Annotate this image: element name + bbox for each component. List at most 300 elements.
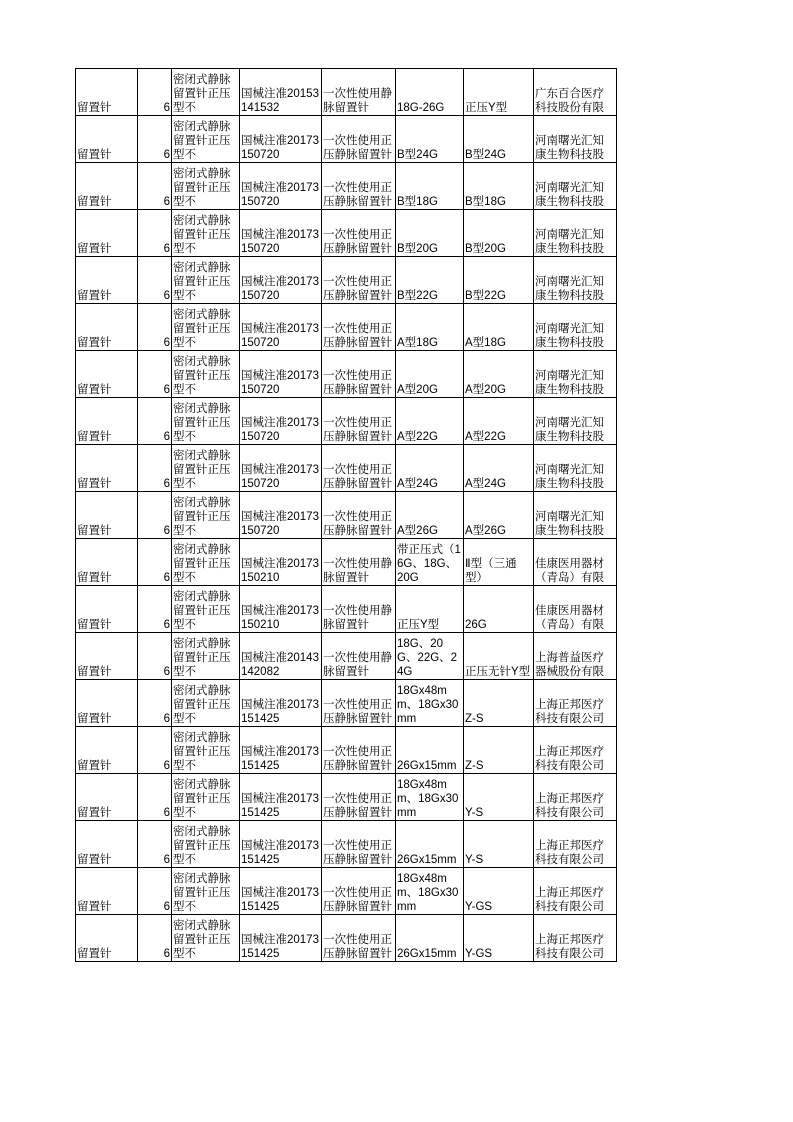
- cell-product-title-text: 一次性使用正压静脉留置针: [323, 793, 392, 819]
- cell-quantity: [138, 586, 172, 633]
- cell-type: [464, 821, 534, 868]
- cell-type-text: 26G: [465, 619, 487, 631]
- cell-product-title: [322, 351, 396, 398]
- cell-quantity: [138, 69, 172, 116]
- cell-quantity-text: 6: [163, 666, 170, 678]
- cell-type: [464, 69, 534, 116]
- cell-product-title-text: 一次性使用静脉留置针: [323, 88, 392, 114]
- cell-product-name: [76, 633, 138, 680]
- cell-type: [464, 539, 534, 586]
- cell-registration-number-text: 国械注准20173151425: [241, 793, 319, 819]
- cell-product-title: [322, 163, 396, 210]
- cell-specification-text: 密闭式静脉留置针正压型不: [173, 826, 231, 866]
- cell-product-title-text: 一次性使用正压静脉留置针: [323, 276, 392, 302]
- cell-type-text: Y-GS: [465, 948, 493, 960]
- cell-specification-text: 密闭式静脉留置针正压型不: [173, 309, 231, 349]
- cell-quantity: [138, 680, 172, 727]
- table-row: [76, 586, 617, 633]
- cell-registration-number-text: 国械注准20173151425: [241, 699, 319, 725]
- cell-type: [464, 915, 534, 962]
- cell-product-title-text: 一次性使用正压静脉留置针: [323, 417, 392, 443]
- cell-quantity-text: 6: [163, 619, 170, 631]
- cell-manufacturer-text: 河南曙光汇知康生物科技股: [535, 182, 604, 208]
- cell-manufacturer-text: 河南曙光汇知康生物科技股: [535, 370, 604, 396]
- cell-specification: [172, 492, 240, 539]
- cell-model-text: B型24G: [397, 149, 438, 161]
- cell-manufacturer: [534, 821, 617, 868]
- cell-quantity: [138, 304, 172, 351]
- cell-model-text: 18G-26G: [397, 102, 445, 114]
- product-table: [75, 68, 617, 962]
- cell-registration-number-text: 国械注准20173150720: [241, 135, 319, 161]
- cell-type: [464, 774, 534, 821]
- table-row: [76, 445, 617, 492]
- cell-type-text: B型20G: [465, 243, 506, 255]
- cell-registration-number-text: 国械注准20173150210: [241, 558, 319, 584]
- cell-registration-number-text: 国械注准20173150720: [241, 417, 319, 443]
- cell-product-name-text: 留置针: [77, 619, 112, 631]
- cell-registration-number: [240, 915, 322, 962]
- cell-specification-text: 密闭式静脉留置针正压型不: [173, 638, 231, 678]
- cell-quantity: [138, 868, 172, 915]
- cell-registration-number: [240, 257, 322, 304]
- cell-product-name-text: 留置针: [77, 431, 112, 443]
- cell-manufacturer-text: 上海普益医疗器械股份有限: [535, 652, 604, 678]
- cell-specification: [172, 774, 240, 821]
- cell-quantity: [138, 445, 172, 492]
- cell-registration-number-text: 国械注准20173150720: [241, 229, 319, 255]
- cell-manufacturer-text: 广东百合医疗科技股份有限: [535, 88, 604, 114]
- cell-specification: [172, 351, 240, 398]
- cell-specification: [172, 680, 240, 727]
- cell-model-text: 26Gx15mm: [397, 948, 457, 960]
- cell-specification: [172, 69, 240, 116]
- cell-model-text: B型20G: [397, 243, 438, 255]
- cell-registration-number: [240, 116, 322, 163]
- cell-product-name: [76, 821, 138, 868]
- cell-quantity: [138, 116, 172, 163]
- cell-specification-text: 密闭式静脉留置针正压型不: [173, 591, 231, 631]
- cell-registration-number: [240, 69, 322, 116]
- cell-model: [396, 398, 464, 445]
- cell-product-name-text: 留置针: [77, 713, 112, 725]
- cell-manufacturer: [534, 774, 617, 821]
- cell-quantity: [138, 774, 172, 821]
- cell-registration-number-text: 国械注准20153141532: [241, 88, 319, 114]
- cell-type: [464, 633, 534, 680]
- cell-specification: [172, 633, 240, 680]
- cell-registration-number: [240, 868, 322, 915]
- cell-type-text: A型20G: [465, 384, 506, 396]
- table-row: [76, 398, 617, 445]
- cell-model: [396, 774, 464, 821]
- cell-registration-number-text: 国械注准20173150210: [241, 605, 319, 631]
- cell-product-name-text: 留置针: [77, 196, 112, 208]
- cell-manufacturer: [534, 257, 617, 304]
- cell-quantity-text: 6: [163, 431, 170, 443]
- cell-manufacturer-text: 河南曙光汇知康生物科技股: [535, 229, 604, 255]
- cell-model: [396, 680, 464, 727]
- cell-manufacturer: [534, 351, 617, 398]
- cell-model-text: A型26G: [397, 525, 438, 537]
- cell-product-title: [322, 445, 396, 492]
- cell-specification: [172, 398, 240, 445]
- cell-specification: [172, 868, 240, 915]
- cell-registration-number-text: 国械注准20173151425: [241, 934, 319, 960]
- cell-quantity: [138, 492, 172, 539]
- cell-product-name-text: 留置针: [77, 572, 112, 584]
- cell-product-name: [76, 539, 138, 586]
- cell-model: [396, 915, 464, 962]
- cell-specification: [172, 586, 240, 633]
- cell-product-title-text: 一次性使用静脉留置针: [323, 558, 392, 584]
- cell-model-text: 18G、20G、22G、24G: [397, 638, 458, 678]
- cell-product-title: [322, 680, 396, 727]
- cell-registration-number-text: 国械注准20143142082: [241, 652, 319, 678]
- cell-product-name: [76, 586, 138, 633]
- cell-manufacturer: [534, 116, 617, 163]
- cell-product-title-text: 一次性使用正压静脉留置针: [323, 746, 392, 772]
- cell-product-title-text: 一次性使用正压静脉留置针: [323, 887, 392, 913]
- cell-product-title-text: 一次性使用静脉留置针: [323, 652, 392, 678]
- cell-specification-text: 密闭式静脉留置针正压型不: [173, 779, 231, 819]
- table-row: [76, 210, 617, 257]
- cell-manufacturer-text: 佳康医用器材（青岛）有限: [535, 605, 604, 631]
- cell-type-text: Y-GS: [465, 901, 493, 913]
- cell-product-name: [76, 351, 138, 398]
- cell-type: [464, 210, 534, 257]
- cell-quantity-text: 6: [163, 102, 170, 114]
- cell-manufacturer-text: 上海正邦医疗科技有限公司: [535, 887, 604, 913]
- cell-product-name: [76, 774, 138, 821]
- cell-product-name: [76, 492, 138, 539]
- cell-type-text: 正压Y型: [465, 102, 508, 114]
- cell-quantity: [138, 915, 172, 962]
- cell-product-name-text: 留置针: [77, 290, 112, 302]
- cell-product-title: [322, 586, 396, 633]
- cell-manufacturer: [534, 727, 617, 774]
- cell-specification-text: 密闭式静脉留置针正压型不: [173, 450, 231, 490]
- cell-product-title-text: 一次性使用正压静脉留置针: [323, 840, 392, 866]
- cell-model-text: A型22G: [397, 431, 438, 443]
- cell-model-text: 26Gx15mm: [397, 760, 457, 772]
- cell-type: [464, 257, 534, 304]
- cell-product-title-text: 一次性使用正压静脉留置针: [323, 135, 392, 161]
- cell-quantity: [138, 210, 172, 257]
- cell-manufacturer-text: 河南曙光汇知康生物科技股: [535, 417, 604, 443]
- table-row: [76, 633, 617, 680]
- cell-manufacturer-text: 上海正邦医疗科技有限公司: [535, 934, 604, 960]
- cell-model-text: 26Gx15mm: [397, 854, 457, 866]
- cell-manufacturer-text: 河南曙光汇知康生物科技股: [535, 323, 604, 349]
- cell-quantity: [138, 257, 172, 304]
- cell-type: [464, 116, 534, 163]
- cell-registration-number: [240, 774, 322, 821]
- cell-registration-number: [240, 727, 322, 774]
- cell-product-title-text: 一次性使用正压静脉留置针: [323, 699, 392, 725]
- table-row: [76, 915, 617, 962]
- cell-model: [396, 727, 464, 774]
- cell-registration-number: [240, 398, 322, 445]
- cell-registration-number: [240, 210, 322, 257]
- cell-manufacturer-text: 河南曙光汇知康生物科技股: [535, 135, 604, 161]
- cell-type-text: 正压无针Y型: [465, 666, 531, 678]
- cell-product-name: [76, 163, 138, 210]
- cell-model-text: 18Gx48mm、18Gx30mm: [397, 685, 459, 725]
- cell-model: [396, 633, 464, 680]
- cell-type: [464, 304, 534, 351]
- cell-quantity-text: 6: [163, 196, 170, 208]
- cell-type-text: A型18G: [465, 337, 506, 349]
- cell-product-title: [322, 257, 396, 304]
- cell-manufacturer: [534, 398, 617, 445]
- cell-model-text: 18Gx48mm、18Gx30mm: [397, 779, 459, 819]
- cell-manufacturer: [534, 586, 617, 633]
- cell-specification: [172, 257, 240, 304]
- cell-specification: [172, 163, 240, 210]
- cell-registration-number-text: 国械注准20173150720: [241, 276, 319, 302]
- cell-specification-text: 密闭式静脉留置针正压型不: [173, 732, 231, 772]
- cell-type: [464, 492, 534, 539]
- cell-specification-text: 密闭式静脉留置针正压型不: [173, 356, 231, 396]
- table-row: [76, 868, 617, 915]
- cell-manufacturer: [534, 445, 617, 492]
- cell-product-title: [322, 915, 396, 962]
- cell-manufacturer: [534, 163, 617, 210]
- cell-product-name-text: 留置针: [77, 666, 112, 678]
- cell-type-text: B型22G: [465, 290, 506, 302]
- cell-type: [464, 163, 534, 210]
- cell-type: [464, 586, 534, 633]
- cell-product-name: [76, 915, 138, 962]
- cell-specification-text: 密闭式静脉留置针正压型不: [173, 74, 231, 114]
- cell-model: [396, 69, 464, 116]
- cell-model-text: A型20G: [397, 384, 438, 396]
- cell-manufacturer-text: 上海正邦医疗科技有限公司: [535, 793, 604, 819]
- cell-product-title: [322, 398, 396, 445]
- cell-model: [396, 210, 464, 257]
- cell-specification-text: 密闭式静脉留置针正压型不: [173, 121, 231, 161]
- table-row: [76, 821, 617, 868]
- cell-product-name-text: 留置针: [77, 478, 112, 490]
- cell-registration-number: [240, 163, 322, 210]
- cell-model: [396, 868, 464, 915]
- cell-type-text: A型22G: [465, 431, 506, 443]
- cell-type: [464, 868, 534, 915]
- cell-product-name-text: 留置针: [77, 807, 112, 819]
- cell-product-name-text: 留置针: [77, 337, 112, 349]
- cell-product-title: [322, 304, 396, 351]
- cell-specification-text: 密闭式静脉留置针正压型不: [173, 685, 231, 725]
- cell-registration-number: [240, 304, 322, 351]
- cell-product-name: [76, 210, 138, 257]
- cell-model: [396, 163, 464, 210]
- cell-manufacturer: [534, 915, 617, 962]
- cell-product-title-text: 一次性使用正压静脉留置针: [323, 464, 392, 490]
- cell-specification-text: 密闭式静脉留置针正压型不: [173, 262, 231, 302]
- cell-manufacturer: [534, 69, 617, 116]
- cell-registration-number-text: 国械注准20173151425: [241, 887, 319, 913]
- cell-model-text: 18Gx48mm、18Gx30mm: [397, 873, 459, 913]
- cell-registration-number-text: 国械注准20173150720: [241, 370, 319, 396]
- cell-manufacturer: [534, 492, 617, 539]
- cell-product-name: [76, 868, 138, 915]
- cell-quantity-text: 6: [163, 760, 170, 772]
- cell-specification-text: 密闭式静脉留置针正压型不: [173, 168, 231, 208]
- cell-product-name-text: 留置针: [77, 102, 112, 114]
- cell-product-title: [322, 539, 396, 586]
- cell-quantity-text: 6: [163, 854, 170, 866]
- cell-product-name: [76, 116, 138, 163]
- table-row: [76, 774, 617, 821]
- cell-registration-number: [240, 633, 322, 680]
- cell-quantity: [138, 539, 172, 586]
- cell-product-title: [322, 633, 396, 680]
- cell-quantity: [138, 351, 172, 398]
- cell-quantity-text: 6: [163, 384, 170, 396]
- cell-model-text: 带正压式（16G、18G、20G: [397, 544, 461, 584]
- cell-product-title-text: 一次性使用正压静脉留置针: [323, 229, 392, 255]
- cell-quantity: [138, 821, 172, 868]
- cell-product-title: [322, 69, 396, 116]
- cell-specification: [172, 304, 240, 351]
- cell-model: [396, 539, 464, 586]
- table-body: [76, 69, 617, 962]
- cell-model: [396, 304, 464, 351]
- cell-registration-number-text: 国械注准20173151425: [241, 840, 319, 866]
- cell-product-title-text: 一次性使用静脉留置针: [323, 605, 392, 631]
- cell-product-name-text: 留置针: [77, 760, 112, 772]
- cell-specification-text: 密闭式静脉留置针正压型不: [173, 215, 231, 255]
- cell-type-text: Z-S: [465, 760, 484, 772]
- cell-model-text: A型24G: [397, 478, 438, 490]
- cell-product-title-text: 一次性使用正压静脉留置针: [323, 182, 392, 208]
- cell-manufacturer: [534, 210, 617, 257]
- cell-product-name: [76, 445, 138, 492]
- table-row: [76, 351, 617, 398]
- cell-registration-number-text: 国械注准20173151425: [241, 746, 319, 772]
- cell-manufacturer: [534, 633, 617, 680]
- cell-type: [464, 445, 534, 492]
- cell-quantity-text: 6: [163, 337, 170, 349]
- cell-product-name-text: 留置针: [77, 243, 112, 255]
- cell-manufacturer-text: 河南曙光汇知康生物科技股: [535, 464, 604, 490]
- cell-registration-number: [240, 586, 322, 633]
- cell-model: [396, 116, 464, 163]
- cell-product-title: [322, 774, 396, 821]
- cell-model-text: A型18G: [397, 337, 438, 349]
- cell-quantity: [138, 633, 172, 680]
- cell-product-name-text: 留置针: [77, 384, 112, 396]
- cell-product-title-text: 一次性使用正压静脉留置针: [323, 511, 392, 537]
- cell-product-title: [322, 821, 396, 868]
- cell-quantity: [138, 727, 172, 774]
- cell-quantity-text: 6: [163, 525, 170, 537]
- cell-type: [464, 351, 534, 398]
- cell-manufacturer-text: 上海正邦医疗科技有限公司: [535, 699, 604, 725]
- cell-specification: [172, 445, 240, 492]
- cell-specification: [172, 210, 240, 257]
- cell-product-name: [76, 304, 138, 351]
- cell-registration-number: [240, 539, 322, 586]
- cell-quantity-text: 6: [163, 807, 170, 819]
- cell-type-text: Y-S: [465, 854, 484, 866]
- cell-type: [464, 398, 534, 445]
- cell-type-text: Z-S: [465, 713, 484, 725]
- cell-model-text: B型22G: [397, 290, 438, 302]
- cell-quantity-text: 6: [163, 290, 170, 302]
- cell-specification: [172, 915, 240, 962]
- cell-quantity-text: 6: [163, 572, 170, 584]
- cell-model: [396, 821, 464, 868]
- cell-product-name-text: 留置针: [77, 948, 112, 960]
- cell-quantity-text: 6: [163, 149, 170, 161]
- cell-quantity-text: 6: [163, 243, 170, 255]
- cell-manufacturer: [534, 539, 617, 586]
- cell-registration-number: [240, 492, 322, 539]
- cell-registration-number: [240, 680, 322, 727]
- table-row: [76, 492, 617, 539]
- cell-product-title: [322, 492, 396, 539]
- cell-product-name-text: 留置针: [77, 525, 112, 537]
- table-row: [76, 163, 617, 210]
- cell-model-text: B型18G: [397, 196, 438, 208]
- cell-specification-text: 密闭式静脉留置针正压型不: [173, 873, 231, 913]
- cell-specification-text: 密闭式静脉留置针正压型不: [173, 497, 231, 537]
- cell-product-name: [76, 257, 138, 304]
- cell-manufacturer-text: 河南曙光汇知康生物科技股: [535, 511, 604, 537]
- table-row: [76, 116, 617, 163]
- cell-registration-number: [240, 445, 322, 492]
- cell-model: [396, 586, 464, 633]
- cell-model: [396, 257, 464, 304]
- cell-manufacturer-text: 上海正邦医疗科技有限公司: [535, 746, 604, 772]
- cell-product-title: [322, 210, 396, 257]
- cell-registration-number-text: 国械注准20173150720: [241, 182, 319, 208]
- cell-type-text: B型18G: [465, 196, 506, 208]
- cell-type-text: A型24G: [465, 478, 506, 490]
- cell-product-name-text: 留置针: [77, 901, 112, 913]
- cell-specification-text: 密闭式静脉留置针正压型不: [173, 544, 231, 584]
- cell-model: [396, 351, 464, 398]
- cell-manufacturer: [534, 680, 617, 727]
- cell-product-name: [76, 398, 138, 445]
- cell-manufacturer-text: 上海正邦医疗科技有限公司: [535, 840, 604, 866]
- cell-product-name: [76, 69, 138, 116]
- cell-type-text: B型24G: [465, 149, 506, 161]
- cell-registration-number-text: 国械注准20173150720: [241, 464, 319, 490]
- cell-model-text: 正压Y型: [397, 619, 440, 631]
- cell-quantity: [138, 398, 172, 445]
- cell-manufacturer: [534, 304, 617, 351]
- cell-quantity-text: 6: [163, 948, 170, 960]
- cell-model: [396, 445, 464, 492]
- cell-specification: [172, 539, 240, 586]
- cell-product-title: [322, 116, 396, 163]
- cell-quantity-text: 6: [163, 713, 170, 725]
- cell-type-text: Y-S: [465, 807, 484, 819]
- cell-specification: [172, 116, 240, 163]
- cell-product-title-text: 一次性使用正压静脉留置针: [323, 323, 392, 349]
- cell-type-text: A型26G: [465, 525, 506, 537]
- table-row: [76, 727, 617, 774]
- cell-specification: [172, 727, 240, 774]
- cell-manufacturer: [534, 868, 617, 915]
- table-row: [76, 257, 617, 304]
- table-row: [76, 69, 617, 116]
- table-row: [76, 539, 617, 586]
- cell-type: [464, 727, 534, 774]
